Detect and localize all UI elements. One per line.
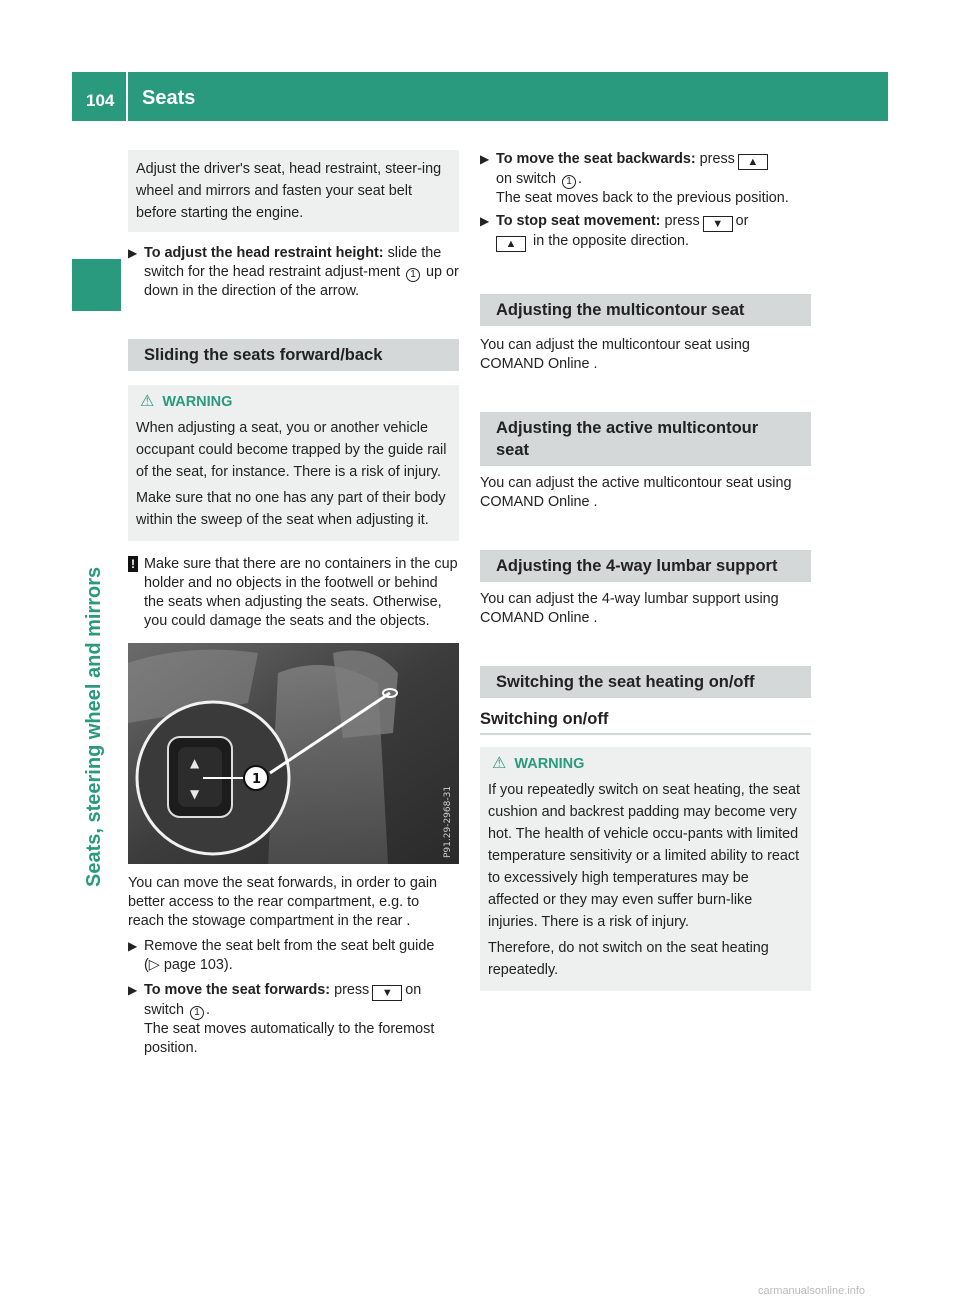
step-arrow-icon: ▶: [128, 246, 138, 260]
up-arrow-icon: ▲: [190, 756, 200, 770]
page-ref-arrow-icon: ▷: [148, 957, 160, 973]
step-remove-belt: ▶ Remove the seat belt from the seat belt guide (▷ page 103).: [128, 938, 435, 973]
seat-switch-figure: [128, 643, 459, 864]
section-title: Seats: [142, 87, 196, 109]
step-text: press: [334, 982, 370, 998]
step-text: on switch: [144, 982, 422, 1018]
step-text: on switch: [496, 171, 556, 187]
callout-1-icon: 1: [562, 175, 576, 189]
body-active-multicontour: You can adjust the active multicontour seat using COMAND Online .: [480, 475, 792, 510]
warning-paragraph: If you repeatedly switch on seat heating, the seat cushion and backrest padding may become very hot. The health of vehicle occu-pants with limited temperature sensitivity or a limited ability to react to excessively high temperatures may be affected or they may even suffer burn-like injuries. There is a risk of injury.: [488, 782, 800, 930]
page-header: [72, 72, 888, 121]
warning-box: [128, 385, 459, 541]
caution-note: [128, 555, 459, 631]
warning-title-text: WARNING: [514, 756, 585, 772]
down-key-icon: ▼: [703, 216, 733, 232]
body-lumbar: You can adjust the 4-way lumbar support using COMAND Online .: [480, 591, 779, 626]
note-text: Adjust the driver's seat, head restraint, steer-ing wheel and mirrors and fasten your seat belt before starting the engine.: [136, 161, 442, 221]
step-label: To stop seat movement:: [496, 213, 661, 229]
up-key-icon: ▲: [738, 154, 768, 170]
step-label: To adjust the head restraint height:: [144, 245, 384, 261]
heading-sliding: Sliding the seats forward/back: [128, 339, 459, 371]
watermark: carmanualsonline.info: [758, 1285, 866, 1297]
body-move-seat: You can move the seat forwards, in order to gain better access to the rear compartment, e.g. to reach the stowage compartment in the rear .: [128, 875, 438, 929]
heading-multicontour: Adjusting the multicontour seat: [480, 294, 811, 326]
svg-text:1: 1: [252, 772, 262, 787]
step-label: To move the seat forwards:: [144, 982, 331, 998]
step-text: up or down in the direction of the arrow.: [144, 264, 459, 299]
subheading-switching: Switching on/off: [480, 710, 811, 735]
exclamation-icon: !: [128, 556, 138, 572]
sidebar-chapter-label: Seats, steering wheel and mirrors: [83, 566, 105, 887]
header-divider: [126, 72, 128, 121]
step-arrow-icon: ▶: [480, 152, 490, 166]
warning-triangle-icon: ⚠: [140, 393, 155, 410]
step-text: or: [735, 213, 749, 229]
warning-paragraph: Therefore, do not switch on the seat heating repeatedly.: [488, 940, 769, 978]
step-text: Remove the seat belt from the seat belt guide: [144, 938, 435, 954]
warning-triangle-icon: ⚠: [492, 755, 507, 772]
warning-box: [480, 747, 811, 991]
heading-seat-heating: Switching the seat heating on/off: [480, 666, 811, 698]
down-key-icon: ▼: [372, 985, 402, 1001]
left-column: [128, 150, 459, 1062]
seat-photo-illustration: [128, 643, 459, 864]
step-result-text: The seat moves back to the previous position.: [496, 190, 789, 206]
step-text: press: [664, 213, 700, 229]
step-label: To move the seat backwards:: [496, 151, 696, 167]
heading-active-multicontour: Adjusting the active multicontour seat: [480, 412, 811, 466]
step-text: slide the switch for the head restraint adjust-ment: [144, 245, 442, 280]
callout-1-icon: 1: [406, 268, 420, 282]
svg-text:P91.29-2968-31: P91.29-2968-31: [443, 785, 453, 858]
right-column: [480, 150, 811, 991]
down-arrow-icon: ▼: [190, 787, 200, 801]
warning-title: [488, 753, 803, 775]
caution-text: Make sure that there are no containers in the cup holder and no objects in the footwell or behind the seats when adjusting the seats. Otherwise, you could damage the seats and the objects.: [144, 556, 458, 629]
warning-paragraph: Make sure that no one has any part of their body within the sweep of the seat when adjusting it.: [136, 490, 446, 528]
warning-paragraph: When adjusting a seat, you or another vehicle occupant could become trapped by the guide rail of the seat, for instance. There is a risk of injury.: [136, 420, 447, 480]
step-head-restraint: [128, 244, 459, 301]
body-multicontour: You can adjust the multicontour seat using COMAND Online .: [480, 337, 750, 372]
step-arrow-icon: ▶: [480, 214, 490, 228]
step-arrow-icon: ▶: [128, 939, 138, 953]
callout-1-icon: 1: [190, 1006, 204, 1020]
step-arrow-icon: ▶: [128, 983, 138, 997]
step-text: in the opposite direction.: [533, 233, 689, 249]
heading-lumbar: Adjusting the 4-way lumbar support: [480, 550, 811, 582]
step-stop-movement: [480, 212, 811, 252]
note-box: [128, 150, 459, 232]
sidebar-tab: [72, 259, 121, 311]
step-text: press: [699, 151, 735, 167]
warning-title-text: WARNING: [162, 394, 233, 410]
step-move-forward: ▶ To move the seat forwards: press ▼ on switch 1 . The seat moves automatically to the foremost position.: [128, 982, 435, 1056]
page-reference-link[interactable]: page 103).: [163, 957, 233, 973]
step-move-backward: ▶ To move the seat backwards: press ▲ on switch 1 . The seat moves back to the previous position.: [480, 151, 789, 206]
warning-title: [136, 391, 451, 413]
step-result-text: The seat moves automatically to the foremost position.: [144, 1021, 435, 1056]
page-number: 104: [86, 91, 115, 110]
up-key-icon: ▲: [496, 236, 526, 252]
